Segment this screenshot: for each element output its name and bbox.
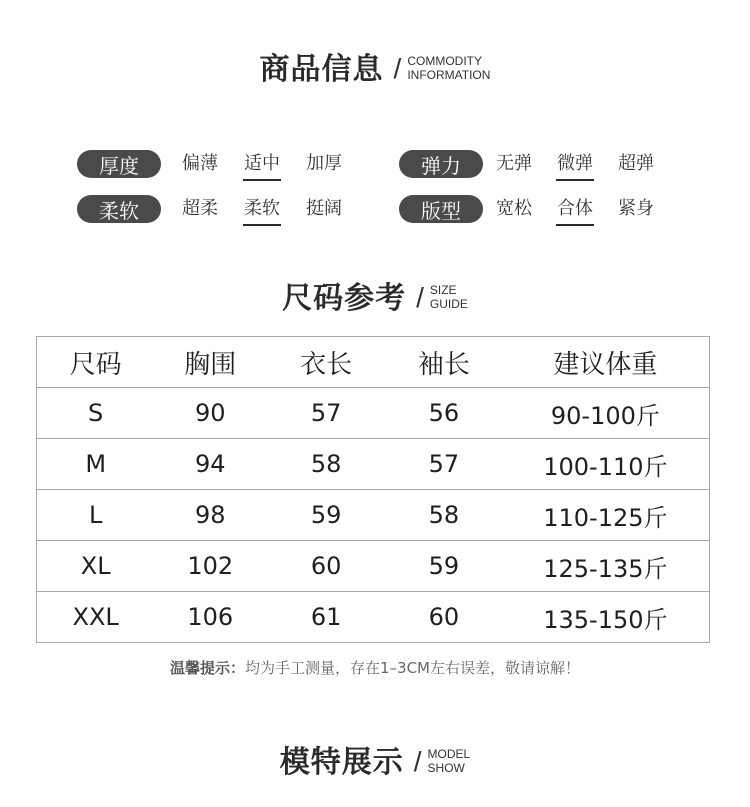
attr-softness	[77, 195, 342, 223]
model-show-title: 模特展示	[279, 745, 404, 780]
cell-weight: 90-100斤	[502, 388, 710, 439]
cell-chest: 94	[154, 439, 266, 490]
attr-label-pill: 版型	[399, 195, 483, 223]
cell-weight: 135-150斤	[543, 605, 668, 634]
header-weight: 建议体重	[502, 337, 710, 388]
cell-length: 57	[266, 388, 386, 439]
cell-size: M	[37, 439, 155, 490]
header-sleeve: 袖长	[386, 337, 502, 388]
attr-option: 加厚	[306, 153, 342, 174]
cell-sleeve: 58	[386, 490, 502, 541]
size-guide-heading	[0, 273, 750, 317]
heading-slash: /	[393, 53, 402, 84]
subtitle-line-1: MODEL	[427, 747, 471, 761]
subtitle-line-2: SHOW	[427, 761, 465, 775]
cell-length: 61	[310, 603, 342, 631]
cell-chest: 90	[154, 388, 266, 439]
table-row	[37, 592, 710, 643]
attr-label-pill: 厚度	[77, 150, 161, 178]
attr-option-selected: 柔软	[244, 195, 280, 223]
attr-option-selected: 适中	[244, 150, 280, 178]
cell-size: L	[37, 490, 155, 541]
table-row	[37, 388, 710, 439]
header-size: 尺码	[37, 337, 155, 388]
attr-option: 偏薄	[182, 153, 218, 174]
tip-text: 均为手工测量，存在1–3CM左右误差，敬请谅解！	[245, 659, 581, 677]
attr-fit	[399, 195, 654, 223]
model-show-subtitle	[428, 747, 471, 775]
product-info-heading	[0, 44, 750, 88]
heading-slash: /	[416, 282, 424, 313]
table-row	[37, 490, 710, 541]
cell-weight: 110-125斤	[502, 490, 710, 541]
cell-sleeve: 60	[428, 603, 460, 631]
attr-label-pill: 柔软	[77, 195, 161, 223]
cell-sleeve: 59	[386, 541, 502, 592]
subtitle-line-1: SIZE	[429, 283, 457, 297]
tip-label: 温馨提示：	[169, 659, 245, 677]
cell-chest: 102	[154, 541, 266, 592]
size-guide-subtitle	[430, 283, 468, 311]
attr-label-pill: 弹力	[399, 150, 483, 178]
subtitle-line-2: INFORMATION	[407, 68, 491, 82]
attr-option: 紧身	[618, 198, 654, 219]
subtitle-line-2: GUIDE	[429, 297, 468, 311]
cell-size: XL	[37, 541, 155, 592]
attr-option: 超弹	[618, 153, 654, 174]
table-header-row	[37, 337, 710, 388]
product-info-title: 商品信息	[259, 52, 384, 87]
cell-sleeve: 56	[386, 388, 502, 439]
attr-option: 宽松	[496, 198, 532, 219]
cell-size: S	[37, 388, 155, 439]
cell-length: 58	[266, 439, 386, 490]
size-guide-title: 尺码参考	[282, 281, 407, 316]
attr-option: 无弹	[496, 153, 532, 174]
cell-length: 59	[266, 490, 386, 541]
cell-chest: 106	[187, 603, 234, 631]
header-chest: 胸围	[154, 337, 266, 388]
attr-option-selected: 合体	[557, 195, 593, 223]
attr-thickness	[77, 150, 342, 178]
attr-elasticity	[399, 150, 654, 178]
cell-weight: 125-135斤	[502, 541, 710, 592]
attr-option: 超柔	[182, 198, 218, 219]
subtitle-line-1: COMMODITY	[407, 54, 482, 68]
model-show-heading	[0, 737, 750, 781]
cell-chest: 98	[154, 490, 266, 541]
cell-weight: 100-110斤	[502, 439, 710, 490]
table-row	[37, 439, 710, 490]
measurement-tip	[0, 657, 750, 678]
cell-length: 60	[266, 541, 386, 592]
attr-option: 挺阔	[306, 198, 342, 219]
cell-size: XXL	[72, 603, 119, 631]
heading-slash: /	[413, 746, 422, 777]
size-table	[36, 336, 710, 643]
cell-sleeve: 57	[386, 439, 502, 490]
product-info-subtitle	[407, 54, 490, 82]
table-row	[37, 541, 710, 592]
header-length: 衣长	[266, 337, 386, 388]
attr-option-selected: 微弹	[557, 150, 593, 178]
